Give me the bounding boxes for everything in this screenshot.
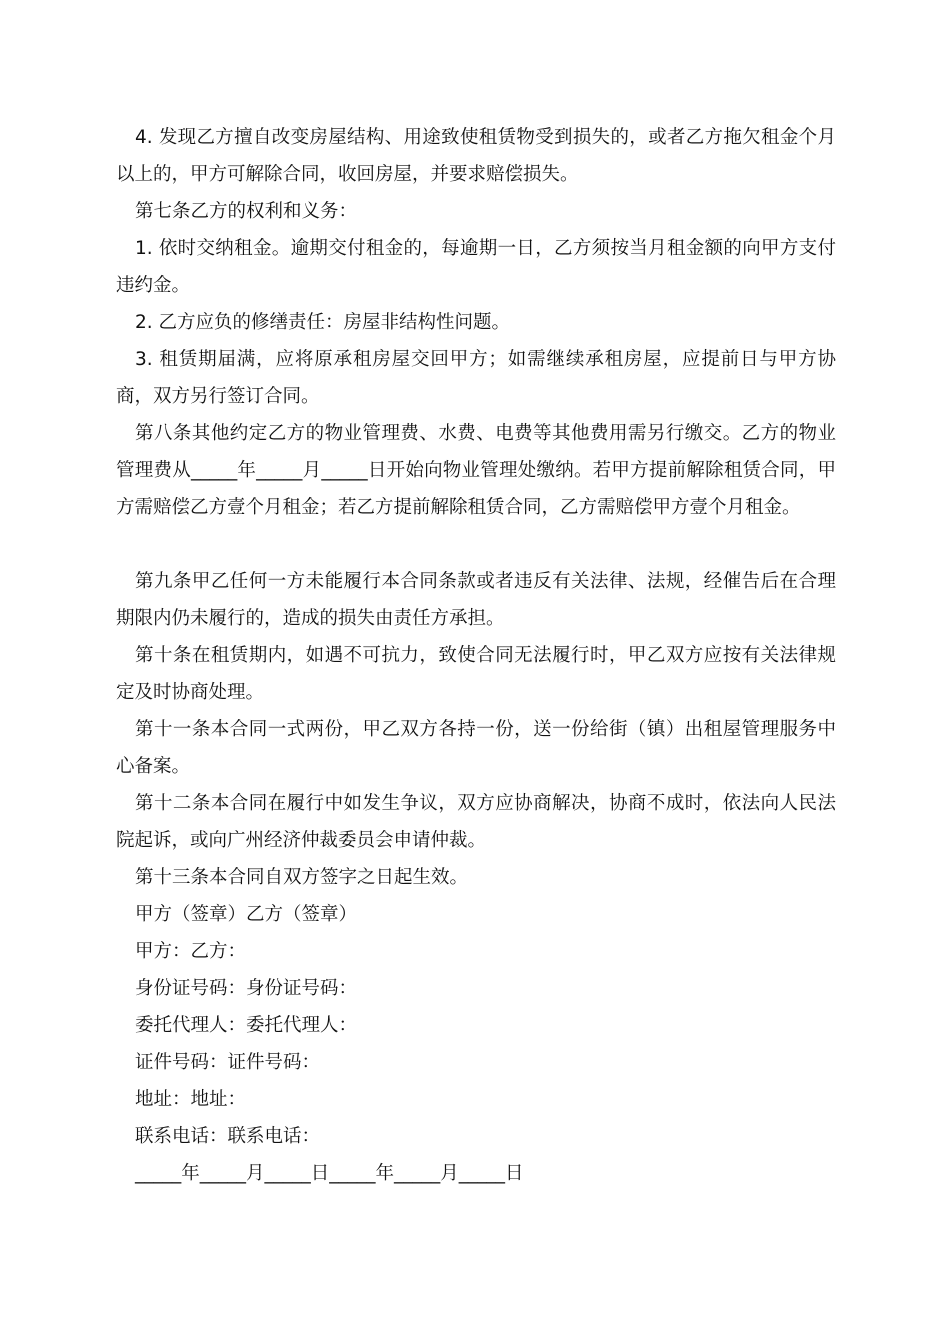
certificate-number-line: 证件号码：证件号码： xyxy=(135,1052,321,1073)
article-7-item-1: 1. 依时交纳租金。逾期交付租金的，每逾期一日，乙方须按当月租金额的向甲方支付违约金。 xyxy=(116,238,836,296)
party-names-line: 甲方：乙方： xyxy=(135,941,247,962)
article-13: 第十三条本合同自双方签字之日起生效。 xyxy=(135,867,469,888)
article-10: 第十条在租赁期内，如遇不可抗力，致使合同无法履行时，甲乙双方应按有关法律规定及时协商处理。 xyxy=(116,645,836,703)
contract-body xyxy=(116,119,836,1192)
agent-line: 委托代理人：委托代理人： xyxy=(135,1015,358,1036)
article-12: 第十二条本合同在履行中如发生争议，双方应协商解决，协商不成时，依法向人民法院起诉，或向广州经济仲裁委员会申请仲裁。 xyxy=(116,793,836,851)
article-7-item-3: 3. 租赁期届满，应将原承租房屋交回甲方；如需继续承租房屋，应提前日与甲方协商，双方另行签订合同。 xyxy=(116,349,836,407)
article-8: 第八条其他约定乙方的物业管理费、水费、电费等其他费用需另行缴交。乙方的物业管理费从_____年_____月_____日开始向物业管理处缴纳。若甲方提前解除租赁合同，甲方需赔偿乙方壹个月租金；若乙方提前解除租赁合同，乙方需赔偿甲方壹个月租金。 xyxy=(116,423,836,518)
article-9: 第九条甲乙任何一方未能履行本合同条款或者违反有关法律、法规，经催告后在合理期限内仍未履行的，造成的损失由责任方承担。 xyxy=(116,571,836,629)
phone-line: 联系电话：联系电话： xyxy=(135,1126,321,1147)
signature-line: 甲方（签章）乙方（签章） xyxy=(135,904,358,925)
article-7-item-2: 2. 乙方应负的修缮责任：房屋非结构性问题。 xyxy=(135,312,511,333)
address-line: 地址：地址： xyxy=(135,1089,247,1110)
id-number-line: 身份证号码：身份证号码： xyxy=(135,978,358,999)
clause-7-item-4: 4. 发现乙方擅自改变房屋结构、用途致使租赁物受到损失的，或者乙方拖欠租金个月以上的，甲方可解除合同，收回房屋，并要求赔偿损失。 xyxy=(116,127,836,185)
article-7-heading: 第七条乙方的权利和义务： xyxy=(135,201,358,222)
date-line: _____年_____月_____日_____年_____月_____日 xyxy=(135,1163,524,1184)
article-11: 第十一条本合同一式两份，甲乙双方各持一份，送一份给街（镇）出租屋管理服务中心备案。 xyxy=(116,719,836,777)
